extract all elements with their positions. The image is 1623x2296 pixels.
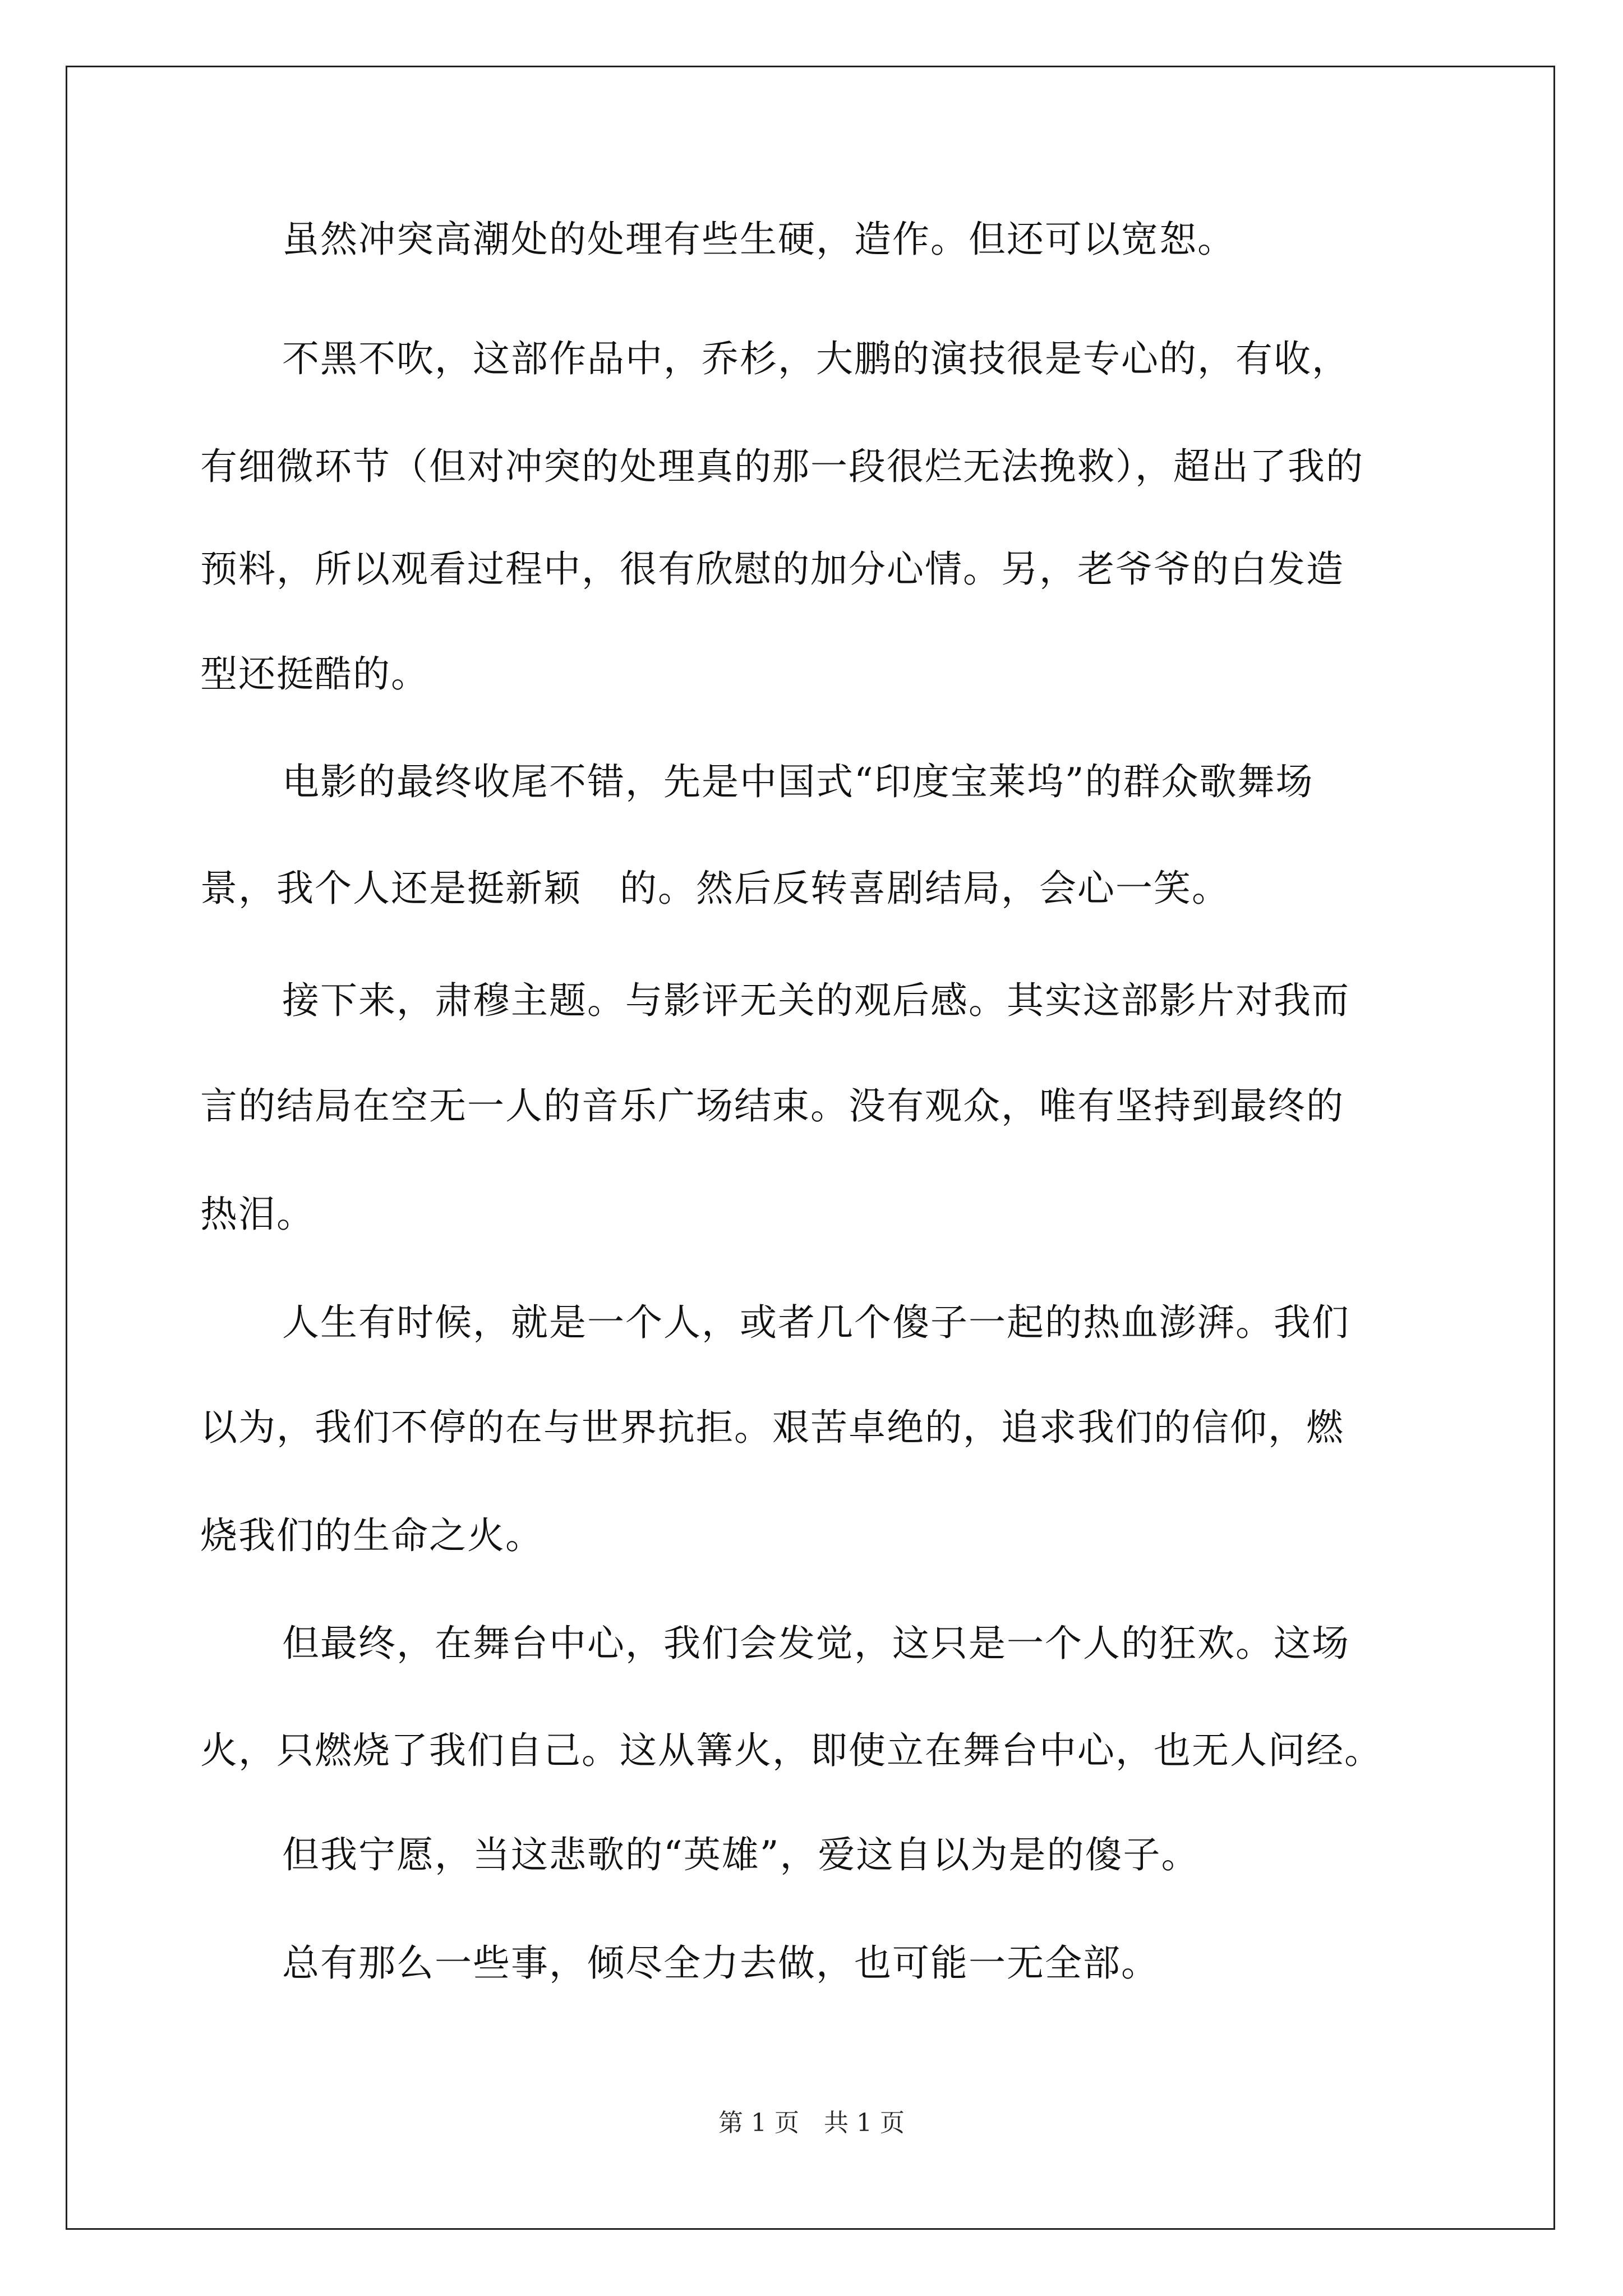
paragraph-line: 型还挺酷的。: [200, 652, 429, 696]
page-footer: 第 1 页 共 1 页: [718, 2109, 905, 2137]
paragraph-line: 景，我个人还是挺新颖 的。然后反转喜剧结局，会心一笑。: [200, 867, 1230, 910]
paragraph-line: 预料，所以观看过程中，很有欣慰的加分心情。另，老爷爷的白发造: [200, 547, 1344, 591]
paragraph-line: 人生有时候，就是一个人，或者几个傻子一起的热血澎湃。我们: [282, 1301, 1350, 1344]
paragraph-line: 但最终，在舞台中心，我们会发觉，这只是一个人的狂欢。这场: [282, 1622, 1350, 1665]
paragraph-line: 但我宁愿，当这悲歌的“英雄”，爱这自以为是的傻子。: [282, 1833, 1200, 1876]
paragraph-line: 言的结局在空无一人的音乐广场结束。没有观众，唯有坚持到最终的: [200, 1084, 1344, 1128]
paragraph-line: 以为，我们不停的在与世界抗拒。艰苦卓绝的，追求我们的信仰，燃: [200, 1406, 1344, 1449]
paragraph-line: 不黑不吹，这部作品中，乔杉，大鹏的演技很是专心的，有收，: [282, 337, 1350, 380]
paragraph-line: 电影的最终收尾不错，先是中国式“印度宝莱坞”的群众歌舞场: [282, 760, 1314, 803]
paragraph-line: 虽然冲突高潮处的处理有些生硬，造作。但还可以宽恕。: [282, 218, 1235, 261]
paragraph-line: 接下来，肃穆主题。与影评无关的观后感。其实这部影片对我而: [282, 979, 1350, 1022]
page-border: [66, 66, 1555, 2230]
paragraph-line: 烧我们的生命之火。: [200, 1514, 543, 1557]
paragraph-line: 热泪。: [200, 1193, 315, 1236]
paragraph-line: 总有那么一些事，倾尽全力去做，也可能一无全部。: [282, 1941, 1159, 1985]
paragraph-line: 有细微环节（但对冲突的处理真的那一段很烂无法挽救），超出了我的: [200, 445, 1364, 488]
paragraph-line: 火，只燃烧了我们自己。这从篝火，即使立在舞台中心，也无人问经。: [200, 1729, 1382, 1772]
